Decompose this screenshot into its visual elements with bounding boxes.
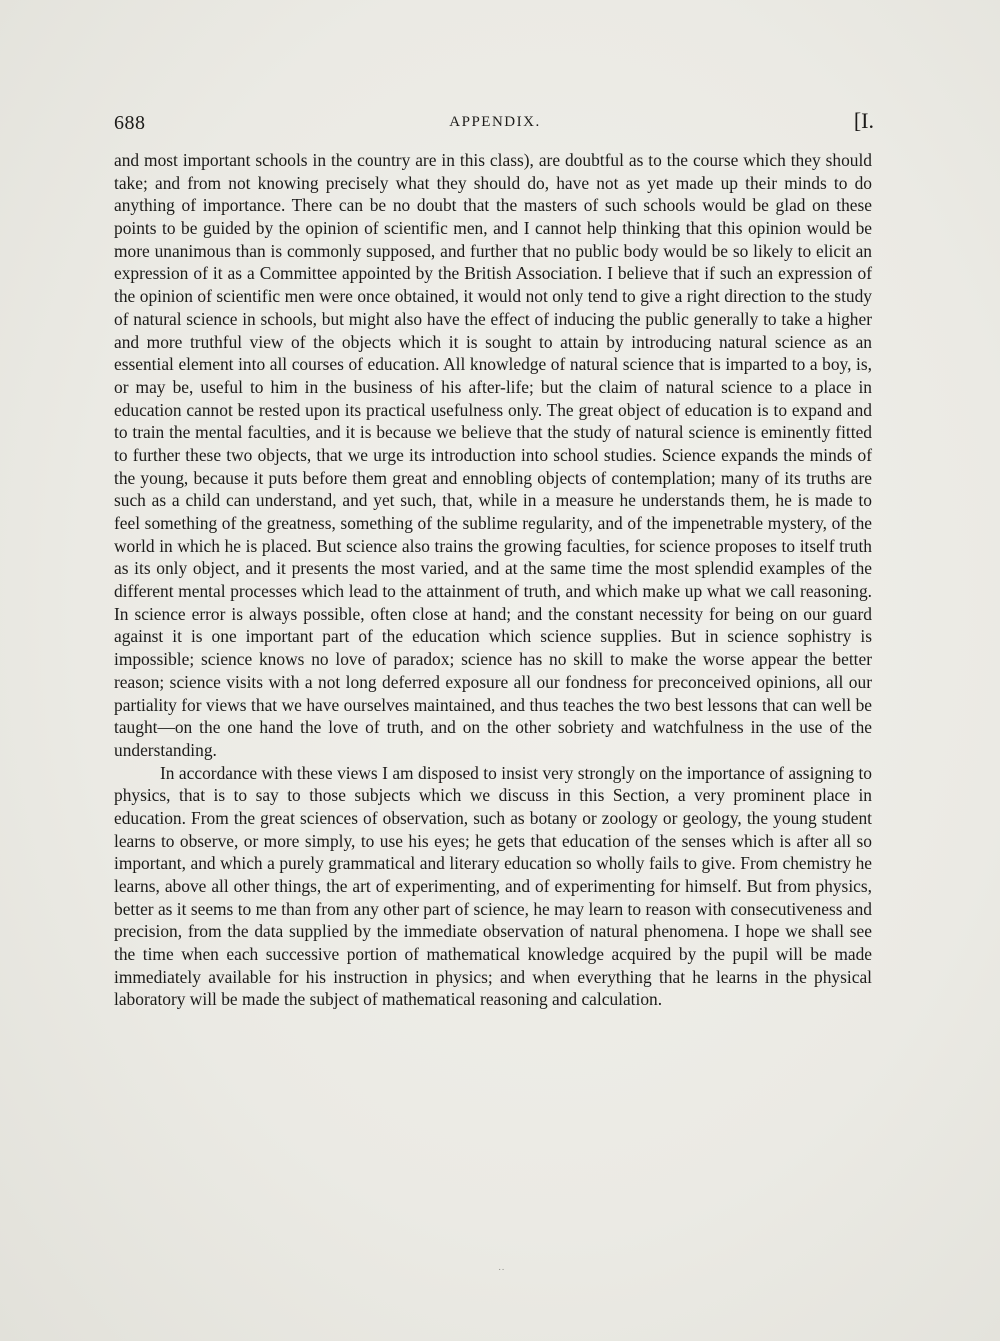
page-number: 688 bbox=[114, 112, 146, 134]
paragraph-continued: and most important schools in the country are in this class), are doubtful as to the course which they should take; and from not knowing precisely what they should do, have not as yet made up their minds to do anything of importance. There can be no doubt that the masters of such schools would be glad on these points to be guided by the opinion of scientific men, and I cannot help thinking that this opinion would be more unanimous than is commonly supposed, and further that no public body would be so likely to elicit an expression of it as a Committee appointed by the British Association. I believe that if such an expression of the opinion of scientific men were once obtained, it would not only tend to give a right direction to the study of natural science in schools, but might also have the effect of inducing the public generally to take a higher and more truthful view of the objects which it is sought to attain by introducing natural science as an essential element into all courses of education. All knowledge of natural science that is imparted to a boy, is, or may be, useful to him in the business of his after-life; but the claim of natural science to a place in education cannot be rested upon its practical usefulness only. The great object of education is to expand and to train the mental faculties, and it is because we believe that the study of natural science is eminently fitted to further these two objects, that we urge its introduction into school studies. Science expands the minds of the young, because it puts before them great and ennobling objects of contemplation; many of its truths are such as a child can understand, and yet such, that, while in a measure he understands them, he is made to feel something of the greatness, something of the sublime regularity, and of the impenetrable mystery, of the world in which he is placed. But science also trains the growing faculties, for science proposes to itself truth as its only object, and it presents the most varied, and at the same time the most splendid examples of the different mental processes which lead to the attainment of truth, and which make up what we call reasoning. In science error is always possible, often close at hand; and the constant necessity for being on our guard against it is one important part of the education which science supplies. But in science sophistry is impossible; science knows no love of paradox; science has no skill to make the worse appear the better reason; science visits with a not long deferred exposure all our fondness for preconceived opinions, all our partiality for views that we have ourselves maintained, and thus teaches the two best lessons that can well be taught—on the one hand the love of truth, and on the other sobriety and watchfulness in the use of the understanding. bbox=[114, 150, 872, 760]
page-header bbox=[114, 108, 876, 142]
paper-speck: ˙˙ bbox=[498, 1268, 505, 1279]
body-text bbox=[114, 149, 872, 1011]
section-mark: [I. bbox=[853, 108, 874, 133]
paragraph: In accordance with these views I am disposed to insist very strongly on the importance of assigning to physics, that is to say to those subjects which we discuss in this Section, a very prominent place in education. From the great sciences of observation, such as botany or zoology or geology, the young student learns to observe, or more simply, to use his eyes; he gets that education of the senses which is after all so important, and which a purely grammatical and literary education so wholly fails to give. From chemistry he learns, above all other things, the art of experimenting, and of experimenting for himself. But from physics, better as it seems to me than from any other part of science, he may learn to reason with consecutiveness and precision, from the data supplied by the immediate observation of natural phenomena. I hope we shall see the time when each successive portion of mathematical knowledge acquired by the pupil will be made immediately available for his instruction in physics; and when everything that he learns in the physical laboratory will be made the subject of mathematical reasoning and calculation. bbox=[114, 762, 872, 1010]
running-head: APPENDIX. bbox=[449, 114, 541, 130]
